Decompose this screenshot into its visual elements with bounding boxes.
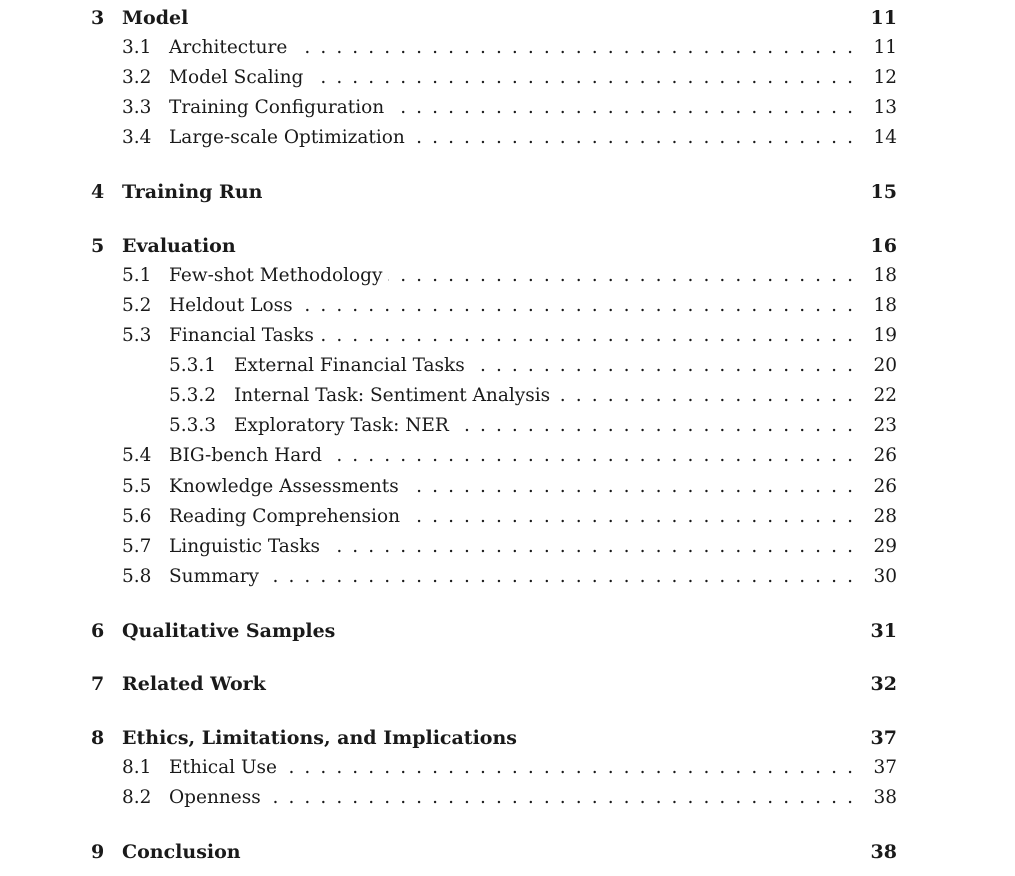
toc-subsection-entry[interactable] — [0, 126, 1015, 150]
toc-entry-number: 5.2 — [122, 295, 152, 316]
toc-subsubsection-entry[interactable] — [0, 354, 1015, 378]
toc-section-entry[interactable] — [0, 619, 1015, 643]
toc-dot-leader — [411, 126, 853, 150]
toc-entry-page-number: 16 — [870, 235, 897, 257]
toc-entry-page-number: 38 — [870, 841, 897, 863]
toc-subsection-entry[interactable] — [0, 786, 1015, 810]
toc-subsection-entry[interactable] — [0, 505, 1015, 529]
toc-entry-page-number: 28 — [873, 506, 897, 527]
toc-entry-number: 8.2 — [122, 787, 152, 808]
toc-entry-page-number: 31 — [870, 620, 897, 642]
toc-subsection-entry[interactable] — [0, 324, 1015, 348]
toc-subsection-entry[interactable] — [0, 264, 1015, 288]
toc-dot-leader — [299, 294, 853, 318]
toc-entry-number: 5.1 — [122, 265, 152, 286]
toc-subsection-entry[interactable] — [0, 756, 1015, 780]
toc-entry-number: 5.3.1 — [169, 355, 217, 376]
toc-entry-page-number: 37 — [873, 757, 897, 778]
toc-entry-page-number: 20 — [873, 355, 897, 376]
toc-entry-title: Exploratory Task: NER — [234, 415, 449, 436]
toc-dot-leader — [293, 36, 853, 60]
toc-entry-number: 5.4 — [122, 445, 152, 466]
toc-section-entry[interactable] — [0, 234, 1015, 258]
toc-section-entry[interactable] — [0, 840, 1015, 864]
toc-entry-title: Evaluation — [122, 235, 236, 257]
toc-entry-page-number: 30 — [873, 566, 897, 587]
toc-entry-number: 5.7 — [122, 536, 152, 557]
toc-dot-leader — [267, 786, 853, 810]
toc-entry-title: Few-shot Methodology — [169, 265, 383, 286]
toc-entry-page-number: 11 — [873, 37, 897, 58]
toc-entry-page-number: 19 — [873, 325, 897, 346]
toc-entry-page-number: 15 — [870, 181, 897, 203]
toc-dot-leader — [326, 535, 853, 559]
toc-entry-title: Reading Comprehension — [169, 506, 401, 527]
toc-entry-number: 8.1 — [122, 757, 152, 778]
toc-subsection-entry[interactable] — [0, 475, 1015, 499]
toc-dot-leader — [309, 66, 853, 90]
toc-entry-page-number: 18 — [873, 295, 897, 316]
toc-entry-number: 3.1 — [122, 37, 152, 58]
toc-entry-number: 5.5 — [122, 476, 152, 497]
toc-entry-number: 3 — [91, 7, 105, 29]
toc-entry-title: Openness — [169, 787, 261, 808]
toc-entry-number: 5.3.2 — [169, 385, 217, 406]
toc-entry-number: 7 — [91, 673, 105, 695]
toc-entry-page-number: 23 — [873, 415, 897, 436]
toc-dot-leader — [471, 354, 853, 378]
toc-section-entry[interactable] — [0, 726, 1015, 750]
toc-entry-number: 9 — [91, 841, 105, 863]
toc-dot-leader — [556, 384, 853, 408]
toc-entry-title: Architecture — [169, 37, 288, 58]
toc-dot-leader — [406, 505, 853, 529]
toc-dot-leader — [390, 96, 853, 120]
toc-subsubsection-entry[interactable] — [0, 414, 1015, 438]
toc-subsection-entry[interactable] — [0, 36, 1015, 60]
toc-dot-leader — [328, 444, 853, 468]
toc-entry-number: 3.2 — [122, 67, 152, 88]
toc-entry-title: Ethical Use — [169, 757, 277, 778]
toc-entry-title: Related Work — [122, 673, 266, 695]
toc-entry-number: 8 — [91, 727, 105, 749]
toc-entry-number: 6 — [91, 620, 105, 642]
toc-entry-page-number: 11 — [870, 7, 897, 29]
toc-subsection-entry[interactable] — [0, 294, 1015, 318]
toc-entry-title: External Financial Tasks — [234, 355, 465, 376]
toc-entry-title: Summary — [169, 566, 259, 587]
toc-entry-page-number: 18 — [873, 265, 897, 286]
toc-entry-number: 5.6 — [122, 506, 152, 527]
toc-entry-page-number: 29 — [873, 536, 897, 557]
toc-section-entry[interactable] — [0, 672, 1015, 696]
toc-entry-number: 3.3 — [122, 97, 152, 118]
toc-dot-leader — [455, 414, 853, 438]
toc-subsection-entry[interactable] — [0, 96, 1015, 120]
toc-entry-title: Knowledge Assessments — [169, 476, 399, 497]
toc-entry-page-number: 26 — [873, 476, 897, 497]
toc-entry-title: Conclusion — [122, 841, 241, 863]
toc-entry-title: Large-scale Optimization — [169, 127, 405, 148]
toc-dot-leader — [388, 264, 853, 288]
toc-entry-number: 3.4 — [122, 127, 152, 148]
toc-section-entry[interactable] — [0, 180, 1015, 204]
toc-entry-title: Linguistic Tasks — [169, 536, 321, 557]
toc-entry-page-number: 13 — [873, 97, 897, 118]
toc-dot-leader — [283, 756, 853, 780]
toc-entry-title: Ethics, Limitations, and Implications — [122, 727, 517, 749]
toc-entry-page-number: 37 — [870, 727, 897, 749]
toc-entry-number: 4 — [91, 181, 105, 203]
toc-dot-leader — [320, 324, 853, 348]
toc-entry-number: 5 — [91, 235, 105, 257]
toc-entry-number: 5.8 — [122, 566, 152, 587]
toc-subsubsection-entry[interactable] — [0, 384, 1015, 408]
toc-entry-title: Model Scaling — [169, 67, 304, 88]
toc-dot-leader — [405, 475, 853, 499]
toc-entry-page-number: 14 — [873, 127, 897, 148]
toc-entry-page-number: 38 — [873, 787, 897, 808]
toc-section-entry[interactable] — [0, 6, 1015, 30]
toc-entry-title: Model — [122, 7, 189, 29]
toc-entry-number: 5.3.3 — [169, 415, 217, 436]
toc-entry-title: Financial Tasks — [169, 325, 314, 346]
toc-entry-title: BIG-bench Hard — [169, 445, 322, 466]
toc-subsection-entry[interactable] — [0, 444, 1015, 468]
toc-entry-title: Training Run — [122, 181, 263, 203]
toc-entry-title: Internal Task: Sentiment Analysis — [234, 385, 551, 406]
toc-subsection-entry[interactable] — [0, 565, 1015, 589]
toc-dot-leader — [265, 565, 853, 589]
toc-entry-page-number: 26 — [873, 445, 897, 466]
toc-entry-title: Training Configuration — [169, 97, 385, 118]
toc-subsection-entry[interactable] — [0, 535, 1015, 559]
toc-entry-title: Qualitative Samples — [122, 620, 336, 642]
toc-entry-number: 5.3 — [122, 325, 152, 346]
toc-entry-title: Heldout Loss — [169, 295, 293, 316]
toc-entry-page-number: 22 — [873, 385, 897, 406]
toc-entry-page-number: 32 — [870, 673, 897, 695]
toc-subsection-entry[interactable] — [0, 66, 1015, 90]
toc-entry-page-number: 12 — [873, 67, 897, 88]
